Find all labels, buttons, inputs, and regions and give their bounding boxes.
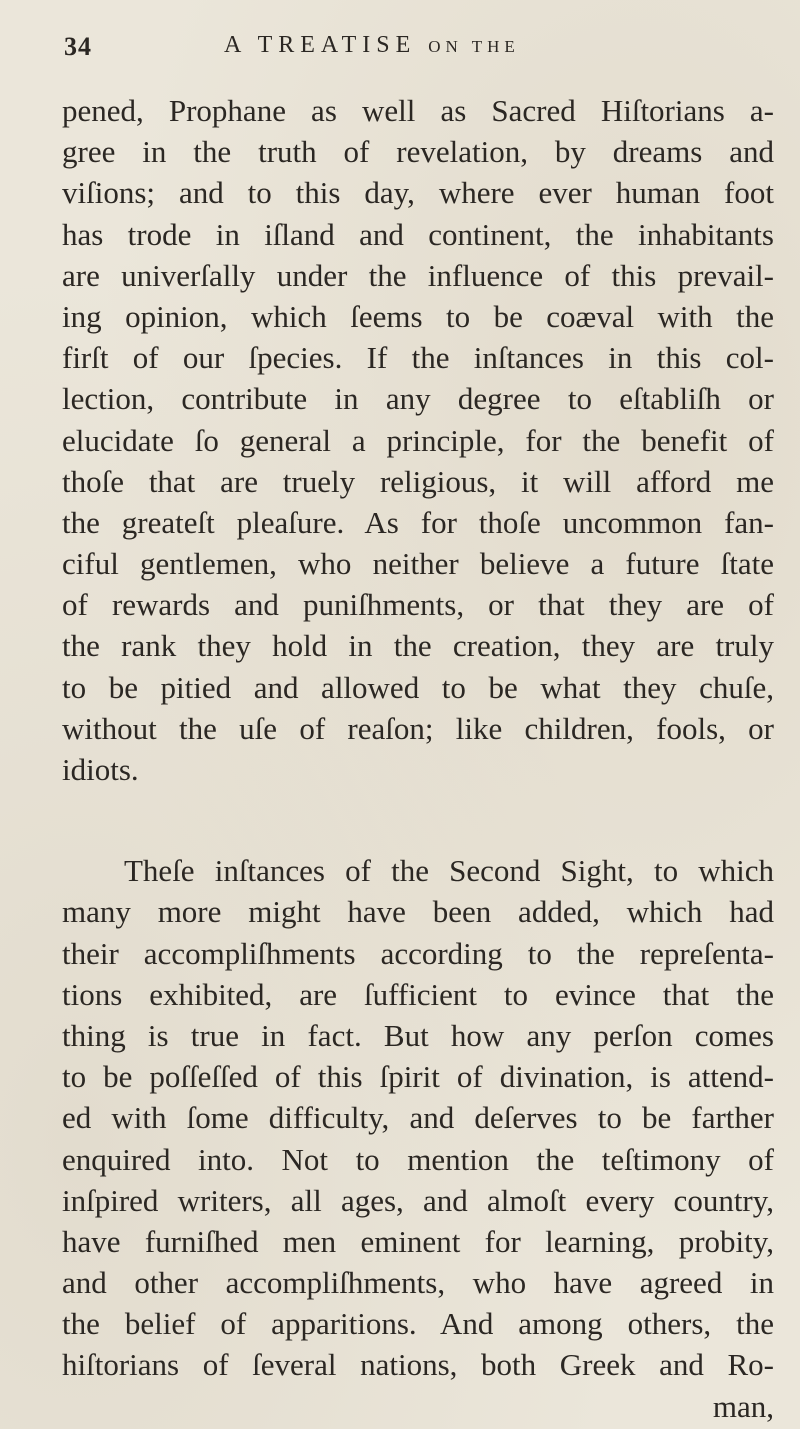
catchword: man, bbox=[712, 1388, 774, 1424]
text-line: Theſe inſtances of the Second Sight, to which bbox=[124, 853, 774, 889]
text-line: tions exhibited, are ſufficient to evince that the bbox=[62, 976, 774, 1012]
text-line: to be poſſeſſed of this ſpirit of divination, is attend- bbox=[62, 1059, 774, 1095]
text-line: the rank they hold in the creation, they are truly bbox=[62, 628, 774, 664]
text-line: have furniſhed men eminent for learning, probity, bbox=[62, 1223, 774, 1259]
text-line: ciful gentlemen, who neither believe a future ſtate bbox=[62, 546, 774, 582]
page-header bbox=[64, 26, 664, 66]
text-line: inſpired writers, all ages, and almoſt every country, bbox=[62, 1182, 774, 1218]
text-line: elucidate ſo general a principle, for the benefit of bbox=[62, 422, 774, 458]
text-line: ing opinion, which ſeems to be coæval with the bbox=[62, 298, 774, 334]
text-line: enquired into. Not to mention the teſtimony of bbox=[62, 1141, 774, 1177]
text-line: their accompliſhments according to the repreſenta- bbox=[62, 935, 774, 971]
text-line: of rewards and puniſhments, or that they are of bbox=[62, 587, 774, 623]
paragraph bbox=[62, 90, 774, 790]
text-line: hiſtorians of ſeveral nations, both Greek and Ro- bbox=[62, 1347, 774, 1383]
text-line: and other accompliſhments, who have agreed in bbox=[62, 1265, 774, 1301]
text-line: ed with ſome difficulty, and deſerves to be farther bbox=[62, 1100, 774, 1136]
text-line: gree in the truth of revelation, by dreams and bbox=[62, 134, 774, 170]
text-line: lection, contribute in any degree to eſtabliſh or bbox=[62, 381, 774, 417]
text-line: without the uſe of reaſon; like children, fools, or bbox=[62, 710, 774, 746]
page-number: 34 bbox=[64, 32, 92, 61]
body-text bbox=[62, 90, 774, 1427]
paragraph-gap bbox=[62, 790, 774, 850]
text-line: pened, Prophane as well as Sacred Hiſtorians a- bbox=[62, 93, 774, 128]
running-head bbox=[224, 32, 520, 59]
text-line: many more might have been added, which had bbox=[62, 894, 774, 930]
text-line: viſions; and to this day, where ever human foot bbox=[62, 175, 774, 211]
text-line: firſt of our ſpecies. If the inſtances in this col- bbox=[62, 340, 774, 376]
text-line: has trode in iſland and continent, the inhabitants bbox=[62, 216, 774, 252]
paragraph bbox=[62, 850, 774, 1385]
text-line: thing is true in fact. But how any perſon comes bbox=[62, 1017, 774, 1053]
text-line: thoſe that are truely religious, it will afford me bbox=[62, 463, 774, 499]
text-line: the greateſt pleaſure. As for thoſe uncommon fan- bbox=[62, 504, 774, 540]
text-line: idiots. bbox=[62, 752, 139, 787]
text-line: to be pitied and allowed to be what they chuſe, bbox=[62, 669, 774, 705]
running-head-title: A TREATISE bbox=[224, 32, 417, 58]
text-line: are univerſally under the influence of this prevail- bbox=[62, 257, 774, 293]
running-head-small: ON THE bbox=[428, 37, 520, 56]
text-line: the belief of apparitions. And among others, the bbox=[62, 1306, 774, 1342]
